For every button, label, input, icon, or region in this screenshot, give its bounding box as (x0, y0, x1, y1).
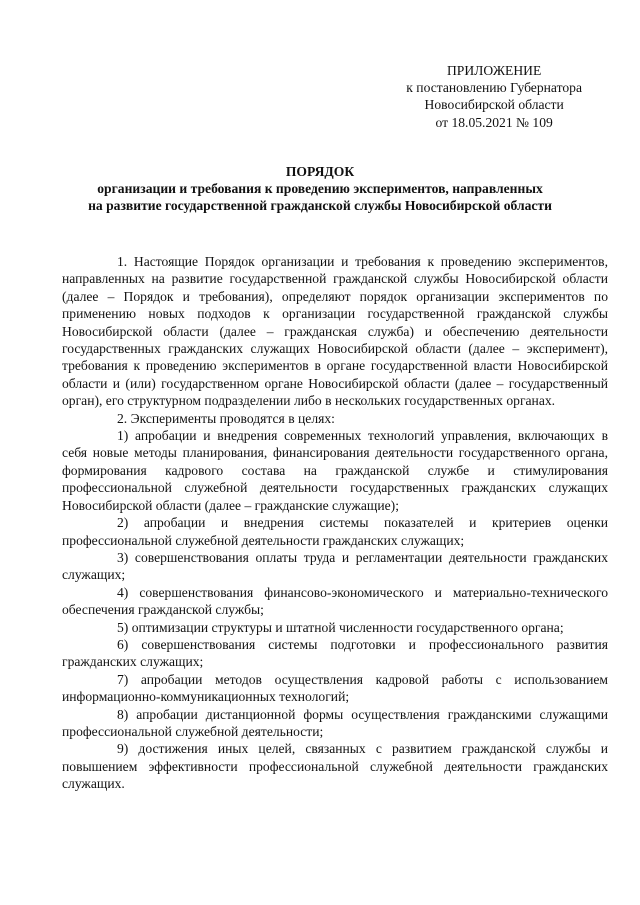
list-item-1: 1) апробации и внедрения современных технологий управления, включающих в себя новые методы планирования, финансирования деятельности государственного органа, формирования кадрового состава на гражданской службе и стимулирования профессиональной служебной деятельности государственных гражданских служащих Новосибирской области (далее – гражданские служащие); (62, 428, 608, 513)
document-body (62, 253, 608, 793)
appendix-date-number: от 18.05.2021 № 109 (435, 114, 553, 130)
list-item-2: 2) апробации и внедрения системы показателей и критериев оценки профессиональной служебной деятельности гражданских служащих; (62, 515, 608, 548)
title-line-3: на развитие государственной гражданской службы Новосибирской области (88, 198, 552, 213)
document-title (40, 163, 600, 214)
list-item-5: 5) оптимизации структуры и штатной численности государственного органа; (117, 619, 564, 635)
appendix-decree-ref: к постановлению Губернатора (406, 80, 582, 96)
list-item-8: 8) апробации дистанционной формы осуществления гражданскими служащими профессиональной служебной деятельности; (62, 706, 608, 739)
list-item-7: 7) апробации методов осуществления кадровой работы с использованием информационно-коммуникационных технологий; (62, 671, 608, 705)
list-item-3: 3) совершенствования оплаты труда и регламентации деятельности гражданских служащих; (62, 549, 608, 583)
title-line-2: организации и требования к проведению экспериментов, направленных (97, 181, 543, 196)
paragraph-2: 2. Эксперименты проводятся в целях: (117, 410, 335, 426)
appendix-region: Новосибирской области (424, 97, 564, 113)
appendix-label: ПРИЛОЖЕНИЕ (446, 63, 542, 78)
list-item-4: 4) совершенствования финансово-экономического и материально-технического обеспечения гражданской службы; (62, 584, 608, 618)
title-main: ПОРЯДОК (285, 164, 355, 179)
paragraph-1: 1. Настоящие Порядок организации и требования к проведению экспериментов, направленных на развитие государственной гражданской службы Новосибирской области (далее – Порядок и требования), определяют порядок организации экспериментов по применению новых подходов к организации государственной гражданской службы Новосибирской области (далее – гражданская служба) и обеспечению деятельности государственных гражданских служащих Новосибирской области (далее – эксперимент), требования к проведению экспериментов в органе государственной власти Новосибирской области и (или) государственном органе Новосибирской области (далее – государственный орган), его структурном подразделении либо в нескольких государственных органах. (62, 254, 608, 409)
appendix-header (406, 62, 582, 131)
list-item-6: 6) совершенствования системы подготовки и профессионального развития гражданских служащих; (62, 636, 608, 670)
list-item-9: 9) достижения иных целей, связанных с развитием гражданской службы и повышением эффективности профессиональной служебной деятельности гражданских служащих. (62, 741, 608, 792)
